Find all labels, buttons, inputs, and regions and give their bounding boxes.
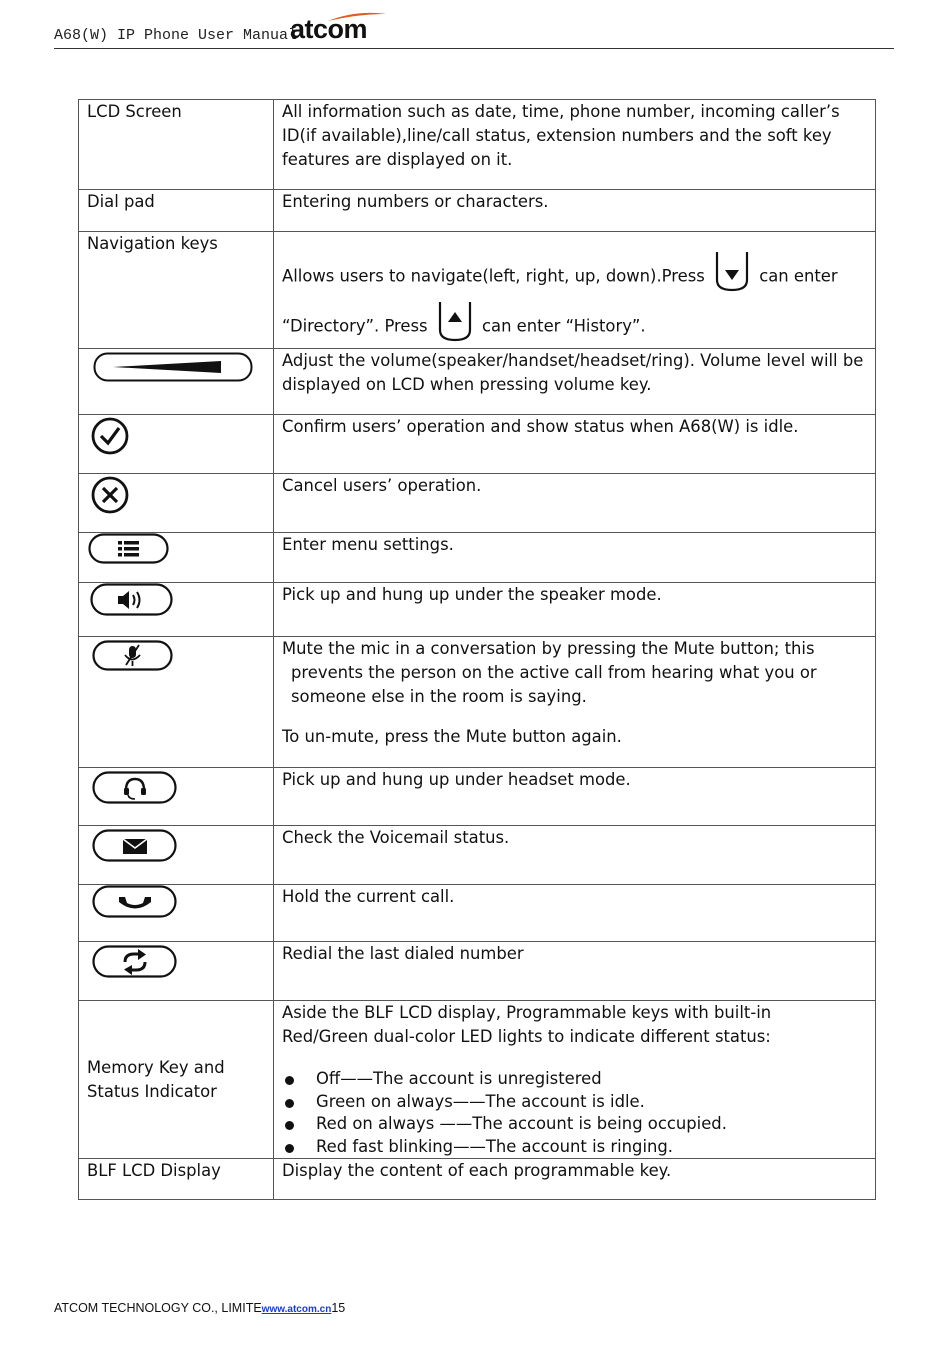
footer-website-link[interactable]: www.atcom.cn <box>261 1304 332 1315</box>
table-row-mute <box>79 637 876 768</box>
nav-up-key-icon <box>437 300 473 342</box>
nav-down-key-icon <box>714 250 750 292</box>
table-row-menu <box>79 533 876 583</box>
key-description: Pick up and hung up under the speaker mode. <box>282 585 662 604</box>
list-item: Red fast blinking——The account is ringing. <box>282 1136 869 1159</box>
headset-icon <box>92 771 178 805</box>
footer-company: ATCOM TECHNOLOGY CO., LIMITE <box>54 1301 262 1315</box>
key-name: LCD Screen <box>87 102 182 121</box>
key-description: prevents the person on the active call from hearing what you or <box>291 663 817 682</box>
key-description: Confirm users’ operation and show status when A68(W) is idle. <box>282 417 799 436</box>
table-row-dialpad <box>79 190 876 232</box>
key-description: To un-mute, press the Mute button again. <box>282 727 622 746</box>
list-item: Red on always ——The account is being occupied. <box>282 1113 869 1136</box>
key-description: Pick up and hung up under headset mode. <box>282 770 631 789</box>
key-description: Cancel users’ operation. <box>282 476 482 495</box>
key-description: Aside the BLF LCD display, Programmable keys with built-in <box>282 1003 772 1022</box>
atcom-logo <box>290 14 367 45</box>
key-description: Mute the mic in a conversation by pressing the Mute button; this <box>282 639 815 658</box>
table-row-navigation <box>79 232 876 349</box>
table-row-blf <box>79 1159 876 1200</box>
x-circle-icon <box>90 475 130 515</box>
table-row-redial <box>79 942 876 1001</box>
key-description: Check the Voicemail status. <box>282 828 510 847</box>
menu-list-icon <box>88 533 170 565</box>
key-description: someone else in the room is saying. <box>291 687 587 706</box>
page-header <box>54 14 894 49</box>
redial-arrows-icon <box>92 945 178 979</box>
table-row-memory-key <box>79 1001 876 1159</box>
key-description: Adjust the volume(speaker/handset/headset/ring). Volume level will be displayed on LCD when pressing volume key. <box>282 351 864 394</box>
table-row-ok <box>79 415 876 474</box>
table-row-speaker <box>79 583 876 637</box>
key-name: Memory Key and <box>87 1057 225 1077</box>
page-footer <box>54 1301 345 1315</box>
key-description: Red/Green dual-color LED lights to indicate different status: <box>282 1027 771 1046</box>
table-row-voicemail <box>79 826 876 885</box>
list-item: Off——The account is unregistered <box>282 1068 869 1091</box>
key-name: Status Indicator <box>87 1081 217 1101</box>
mute-mic-icon <box>92 640 174 672</box>
key-description: Hold the current call. <box>282 887 455 906</box>
list-item: Green on always——The account is idle. <box>282 1091 869 1114</box>
key-description: Allows users to navigate(left, right, up, down).Press <box>282 266 705 286</box>
check-circle-icon <box>90 416 130 456</box>
key-description: Display the content of each programmable key. <box>282 1161 672 1180</box>
key-description: “Directory”. Press <box>282 316 428 336</box>
speaker-icon <box>90 583 174 617</box>
key-name: BLF LCD Display <box>87 1161 221 1180</box>
document-title: A68(W) IP Phone User Manual <box>54 27 298 44</box>
key-description-table <box>78 99 876 1200</box>
logo-text: atcom <box>290 14 368 44</box>
logo-swoosh-icon <box>326 12 388 22</box>
table-row-lcd <box>79 100 876 190</box>
key-name: Navigation keys <box>87 234 218 253</box>
envelope-icon <box>92 829 178 863</box>
key-description: can enter <box>759 266 838 286</box>
key-description: All information such as date, time, phone number, incoming caller’s ID(if available),line/call status, extension numbers and the soft key features are displayed on it. <box>282 102 840 169</box>
table-row-volume <box>79 349 876 415</box>
page-number: 15 <box>331 1301 346 1315</box>
hold-handset-icon <box>92 885 178 919</box>
table-row-hold <box>79 885 876 942</box>
volume-bar-icon <box>93 352 253 382</box>
key-description: Enter menu settings. <box>282 535 454 554</box>
table-row-cancel <box>79 474 876 533</box>
table-row-headset <box>79 768 876 826</box>
key-description: Entering numbers or characters. <box>282 192 549 211</box>
key-description: Redial the last dialed number <box>282 944 524 963</box>
key-name: Dial pad <box>87 192 155 211</box>
key-description: can enter “History”. <box>482 316 646 336</box>
